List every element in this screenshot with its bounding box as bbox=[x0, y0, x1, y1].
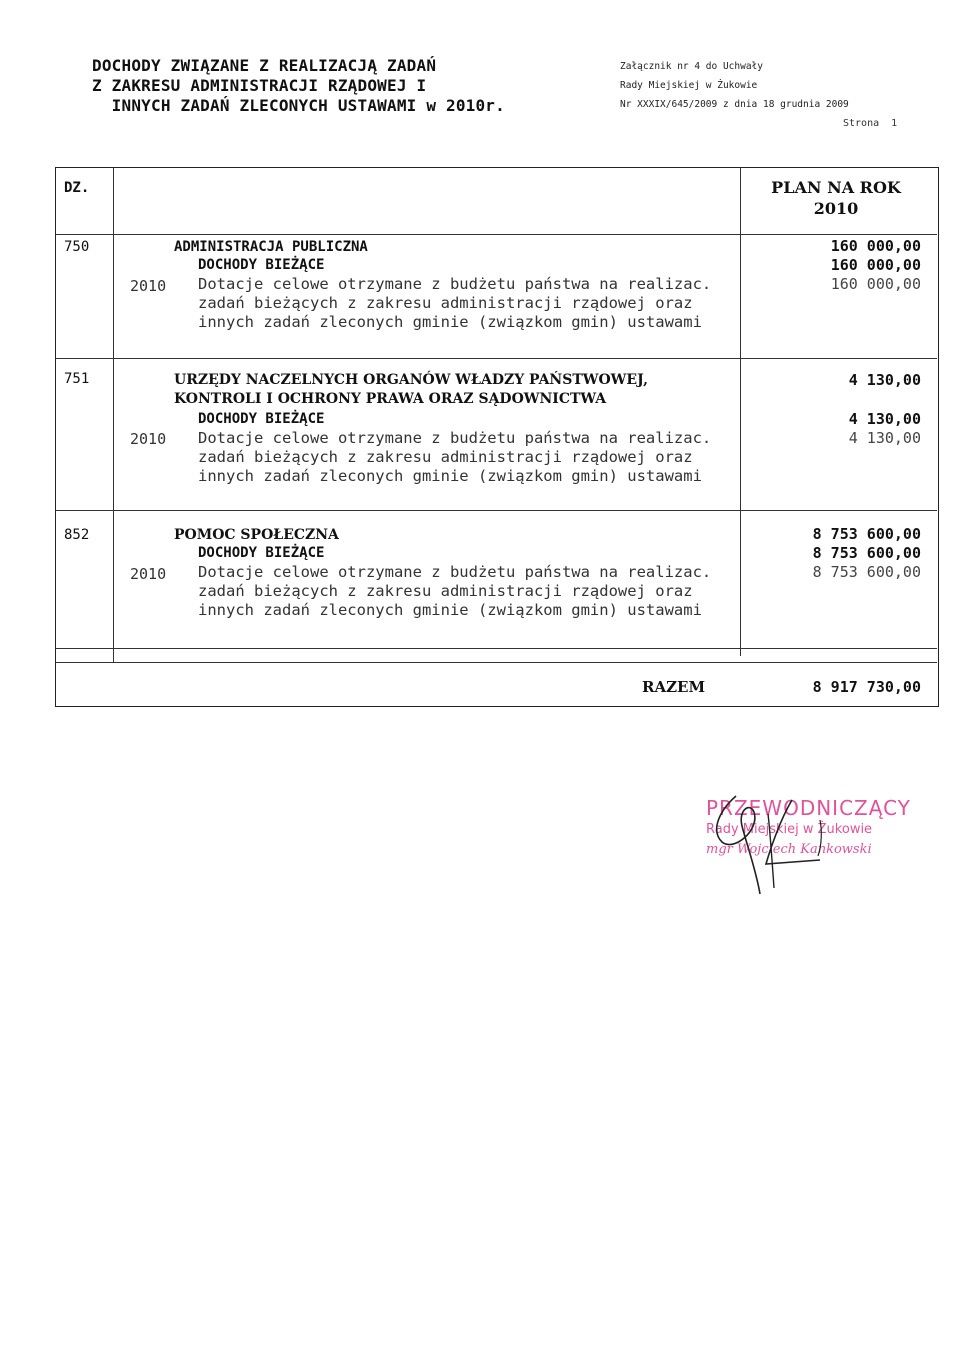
column-header-plan-line-2: 2010 bbox=[813, 199, 859, 218]
page-number: Strona 1 bbox=[843, 118, 898, 129]
subsection-amount: 8 753 600,00 bbox=[812, 544, 921, 562]
section-code: 751 bbox=[64, 371, 90, 387]
column-divider-dz bbox=[113, 168, 114, 662]
stamp-title: PRZEWODNICZĄCY bbox=[706, 796, 911, 820]
paragraph-code: 2010 bbox=[130, 277, 167, 295]
attachment-line-1: Załącznik nr 4 do Uchwały bbox=[620, 61, 763, 72]
paragraph-description: Dotacje celowe otrzymane z budżetu państwa na realizac. zadań bieżących z zakresu administracji rządowej oraz innych zadań zleconych gminie (związkom gmin) ustawami bbox=[198, 429, 712, 485]
subsection-amount: 4 130,00 bbox=[848, 410, 921, 428]
column-header-dz: DZ. bbox=[64, 180, 90, 196]
section-title-line-2: KONTROLI I OCHRONY PRAWA ORAZ SĄDOWNICTWA bbox=[174, 391, 607, 407]
total-row-divider bbox=[56, 662, 937, 663]
subsection-amount: 160 000,00 bbox=[830, 256, 921, 274]
section-amount: 160 000,00 bbox=[830, 237, 921, 255]
subsection-title: DOCHODY BIEŻĄCE bbox=[198, 257, 325, 273]
subsection-title: DOCHODY BIEŻĄCE bbox=[198, 545, 325, 561]
handwritten-signature bbox=[700, 790, 900, 900]
section-title: ADMINISTRACJA PUBLICZNA bbox=[174, 239, 368, 255]
section-title: POMOC SPOŁECZNA bbox=[174, 527, 339, 543]
section-amount: 4 130,00 bbox=[848, 371, 921, 389]
chairman-stamp bbox=[700, 790, 911, 900]
section-code: 750 bbox=[64, 239, 90, 255]
row-divider-751 bbox=[56, 510, 937, 511]
paragraph-amount: 160 000,00 bbox=[830, 275, 921, 293]
paragraph-description: Dotacje celowe otrzymane z budżetu państwa na realizac. zadań bieżących z zakresu administracji rządowej oraz innych zadań zleconych gminie (związkom gmin) ustawami bbox=[198, 275, 712, 331]
paragraph-amount: 8 753 600,00 bbox=[812, 563, 921, 581]
paragraph-amount: 4 130,00 bbox=[848, 429, 921, 447]
stamp-name: mgr Wojciech Kankowski bbox=[706, 842, 872, 857]
row-divider-852 bbox=[56, 648, 937, 649]
paragraph-description: Dotacje celowe otrzymane z budżetu państwa na realizac. zadań bieżących z zakresu administracji rządowej oraz innych zadań zleconych gminie (związkom gmin) ustawami bbox=[198, 563, 712, 619]
column-header-plan-line-1: PLAN NA ROK bbox=[771, 178, 901, 197]
row-divider-750 bbox=[56, 358, 937, 359]
income-table bbox=[55, 167, 939, 707]
stamp-council: Rady Miejskiej w Żukowie bbox=[706, 822, 873, 837]
document-title-line-3: INNYCH ZADAŃ ZLECONYCH USTAWAMI w 2010r. bbox=[92, 96, 505, 115]
document-title-line-2: Z ZAKRESU ADMINISTRACJI RZĄDOWEJ I bbox=[92, 76, 427, 95]
header-row-divider bbox=[56, 234, 937, 235]
section-title-line-1: URZĘDY NACZELNYCH ORGANÓW WŁADZY PAŃSTWOWEJ, bbox=[174, 372, 648, 388]
attachment-line-2: Rady Miejskiej w Żukowie bbox=[620, 80, 758, 91]
section-amount: 8 753 600,00 bbox=[812, 525, 921, 543]
total-label: RAZEM bbox=[642, 678, 706, 696]
paragraph-code: 2010 bbox=[130, 565, 167, 583]
paragraph-code: 2010 bbox=[130, 430, 167, 448]
document-title-line-1: DOCHODY ZWIĄZANE Z REALIZACJĄ ZADAŃ bbox=[92, 56, 437, 75]
section-code: 852 bbox=[64, 527, 90, 543]
subsection-title: DOCHODY BIEŻĄCE bbox=[198, 411, 325, 427]
attachment-line-3: Nr XXXIX/645/2009 z dnia 18 grudnia 2009 bbox=[620, 99, 849, 110]
total-amount: 8 917 730,00 bbox=[812, 678, 921, 696]
